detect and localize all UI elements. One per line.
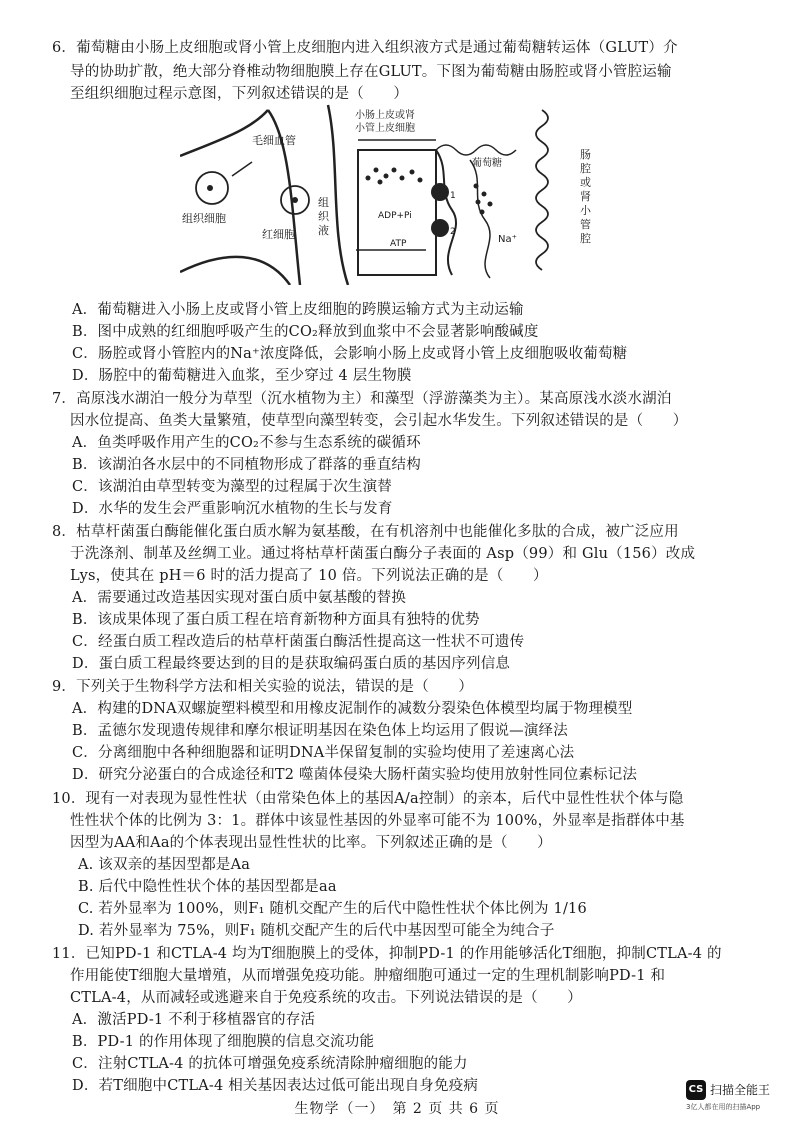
- q6-option-d: D．肠腔中的葡萄糖进入血浆，至少穿过 4 层生物膜: [72, 368, 412, 384]
- scanner-watermark: [686, 1078, 786, 1114]
- page-footer: 生物学（一） 第 2 页 共 6 页: [294, 1101, 500, 1117]
- q7-option-a: A．鱼类呼吸作用产生的CO₂不参与生态系统的碳循环: [72, 435, 421, 451]
- q6-stem-line-1: 6．葡萄糖由小肠上皮细胞或肾小管上皮细胞内进入组织液方式是通过葡萄糖转运体（GLUT）介: [52, 40, 678, 56]
- label-glucose: 葡萄糖: [472, 158, 502, 169]
- label-tissue-fluid-3: 液: [318, 224, 329, 237]
- q8-option-b: B．该成果体现了蛋白质工程在培育新物种方面具有独特的优势: [72, 612, 480, 628]
- q11-stem-line-1: 11．已知PD-1 和CTLA-4 均为T细胞膜上的受体，抑制PD-1 的作用能够活化T细胞，抑制CTLA-4 的: [52, 946, 722, 962]
- epithelium-basal-membrane: [328, 105, 348, 285]
- q7-option-c: C．该湖泊由草型转变为藻型的过程属于次生演替: [72, 479, 392, 495]
- q6-option-b: B．图中成熟的红细胞呼吸产生的CO₂释放到血浆中不会显著影响酸碱度: [72, 324, 539, 340]
- label-epithelium-1: 小肠上皮或肾: [355, 110, 415, 121]
- q7-stem-line-1: 7．高原浅水湖泊一般分为草型（沉水植物为主）和藻型（浮游藻类为主）。某高原浅水淡水湖泊: [52, 391, 672, 407]
- label-lumen-4: 肾: [580, 190, 591, 203]
- q8-option-d: D．蛋白质工程最终要达到的目的是获取编码蛋白质的基因序列信息: [72, 656, 511, 672]
- microvilli-top: [436, 145, 516, 155]
- q8-stem-line-2: 于洗涤剂、制革及丝绸工业。通过将枯草杆菌蛋白酶分子表面的 Asp（99）和 Glu（156）改成: [70, 546, 696, 562]
- q11-option-c: C．注射CTLA-4 的抗体可增强免疫系统清除肿瘤细胞的能力: [72, 1056, 468, 1072]
- lumen-wall: [536, 110, 548, 270]
- q11-stem-line-3: CTLA-4，从而减轻或逃避来自于免疫系统的攻击。下列说法错误的是（ ）: [70, 990, 582, 1006]
- q6-stem-line-2: 导的协助扩散，绝大部分脊椎动物细胞膜上存在GLUT。下图为葡萄糖由肠腔或肾小管腔运输: [70, 64, 672, 80]
- q10-option-a: A. 该双亲的基因型都是Aa: [78, 857, 251, 873]
- q9-stem-line-1: 9．下列关于生物科学方法和相关实验的说法，错误的是（ ）: [52, 679, 474, 695]
- tissue-cell-arrow: [232, 162, 252, 176]
- q8-stem-line-1: 8．枯草杆菌蛋白酶能催化蛋白质水解为氨基酸，在有机溶剂中也能催化多肽的合成，被广泛应用: [52, 524, 679, 540]
- transporter-2: [431, 219, 449, 237]
- q6-option-a: A．葡萄糖进入小肠上皮或肾小管上皮细胞的跨膜运输方式为主动运输: [72, 302, 524, 318]
- capillary-wall-top: [180, 110, 268, 156]
- label-adp: ADP+Pi: [378, 211, 412, 221]
- q11-option-d: D．若T细胞中CTLA-4 相关基因表达过低可能出现自身免疫病: [72, 1078, 479, 1094]
- q10-option-b: B. 后代中隐性性状个体的基因型都是aa: [78, 879, 337, 895]
- label-tissue-fluid-1: 组: [318, 196, 329, 209]
- q7-option-d: D．水华的发生会严重影响沉水植物的生长与发育: [72, 501, 393, 517]
- label-capillary: 毛细血管: [252, 134, 296, 147]
- q9-option-d: D．研究分泌蛋白的合成途径和T2 噬菌体侵染大肠杆菌实验均使用放射性同位素标记法: [72, 767, 638, 783]
- q10-option-d: D. 若外显率为 75%，则F₁ 随机交配产生的后代中基因型可能全为纯合子: [78, 923, 555, 939]
- red-cell-dot: [292, 197, 298, 203]
- label-lumen-3: 或: [580, 176, 591, 189]
- q9-option-c: C．分离细胞中各种细胞器和证明DNA半保留复制的实验均使用了差速离心法: [72, 745, 575, 761]
- q8-option-a: A．需要通过改造基因实现对蛋白质中氨基酸的替换: [72, 590, 407, 606]
- label-num-2: 2: [450, 227, 456, 237]
- label-lumen-7: 腔: [580, 232, 591, 245]
- camscanner-logo-icon: CS: [686, 1080, 706, 1100]
- watermark-name: 扫描全能王: [710, 1083, 771, 1097]
- q11-option-b: B．PD-1 的作用体现了细胞膜的信息交流功能: [72, 1034, 375, 1050]
- q6-option-c: C．肠腔或肾小管腔内的Na⁺浓度降低，会影响小肠上皮或肾小管上皮细胞吸收葡萄糖: [72, 346, 628, 362]
- q10-stem-line-3: 因型为AA和Aa的个体表现出显性性状的比率。下列叙述正确的是（ ）: [70, 835, 552, 851]
- q10-stem-line-1: 10．现有一对表现为显性性状（由常染色体上的基因A/a控制）的亲本，后代中显性性状个体与隐: [52, 791, 684, 807]
- q9-option-a: A．构建的DNA双螺旋塑料模型和用橡皮泥制作的减数分裂染色体模型均属于物理模型: [72, 701, 633, 717]
- watermark-subtitle: 3亿人都在用的扫描App: [686, 1103, 761, 1111]
- q8-stem-line-3: Lys，使其在 pH＝6 时的活力提高了 10 倍。下列说法正确的是（ ）: [70, 568, 548, 584]
- glucose-transport-diagram: [180, 100, 600, 285]
- label-num-1: 1: [450, 191, 456, 201]
- label-epithelium-2: 小管上皮细胞: [355, 123, 415, 134]
- microvilli-border: [436, 150, 456, 275]
- q10-stem-line-2: 性性状个体的比例为 3：1。群体中该显性基因的外显率可能不为 100%，外显率是指群体中基: [70, 813, 685, 829]
- label-na: Na⁺: [498, 234, 517, 245]
- label-lumen-6: 管: [580, 218, 591, 231]
- label-red-cell: 红细胞: [262, 228, 295, 241]
- q9-option-b: B．孟德尔发现遗传规律和摩尔根证明基因在染色体上均运用了假说—演绎法: [72, 723, 568, 739]
- label-tissue-fluid-2: 织: [318, 210, 329, 223]
- label-lumen-1: 肠: [580, 148, 591, 161]
- q6-stem-line-3: 至组织细胞过程示意图，下列叙述错误的是（ ）: [70, 86, 409, 102]
- label-lumen-2: 腔: [580, 162, 591, 175]
- q7-option-b: B．该湖泊各水层中的不同植物形成了群落的垂直结构: [72, 457, 421, 473]
- capillary-wall-bottom: [180, 257, 290, 285]
- q8-option-c: C．经蛋白质工程改造后的枯草杆菌蛋白酶活性提高这一性状不可遗传: [72, 634, 525, 650]
- label-tissue-cell: 组织细胞: [182, 212, 226, 225]
- microvilli-fold: [470, 160, 490, 278]
- glucose-molecules: [366, 168, 493, 215]
- label-lumen-5: 小: [580, 204, 591, 217]
- transporter-1: [431, 183, 449, 201]
- q11-option-a: A．激活PD-1 不利于移植器官的存活: [72, 1012, 316, 1028]
- tissue-cell-dot: [207, 185, 213, 191]
- q11-stem-line-2: 作用能使T细胞大量增殖，从而增强免疫功能。肿瘤细胞可通过一定的生理机制影响PD-1 和: [70, 968, 666, 984]
- label-atp: ATP: [390, 239, 407, 249]
- q10-option-c: C. 若外显率为 100%，则F₁ 随机交配产生的后代中隐性性状个体比例为 1/16: [78, 901, 587, 917]
- q7-stem-line-2: 因水位提高、鱼类大量繁殖，使草型向藻型转变，会引起水华发生。下列叙述错误的是（ ）: [70, 413, 688, 429]
